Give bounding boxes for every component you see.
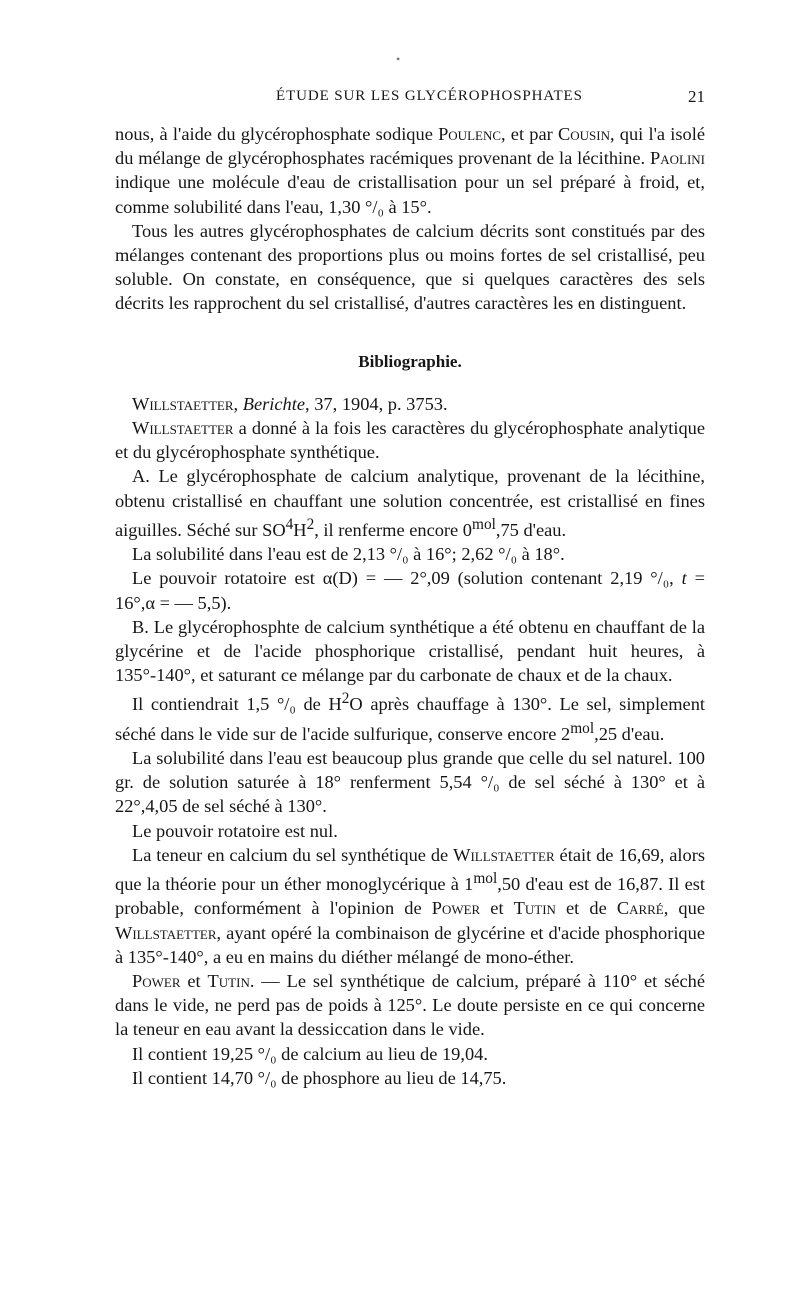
author-name: Paolini <box>650 148 705 169</box>
text-run: O après chauffage à 130°. Le sel, simplement séché dans le vide sur de l'acide sulfurique, conserve encore 2 <box>115 694 705 744</box>
text-run: et <box>480 898 514 919</box>
paragraph-10: Le pouvoir rotatoire est nul. <box>132 820 338 841</box>
text-run: , qui l'a isolé du mélange de glycérophosphates racémiques provenant de la lécithine. <box>115 124 705 169</box>
text-run: ,50 d'eau est de 16,87. Il est probable, conformément à l'opinion de <box>115 874 706 919</box>
superscript: mol <box>570 719 595 737</box>
body-text <box>115 122 705 1090</box>
text-run: La teneur en calcium du sel synthétique de <box>132 844 454 865</box>
text-run: , 37, 1904, p. 3753. <box>305 393 448 414</box>
author-name: Poulenc <box>438 124 502 144</box>
paragraph-4 <box>115 464 705 542</box>
text-run: A. Le glycérophosphate de calcium analytique, provenant de la lécithine, obtenu cristallisé en chauffant une solution concentrée, est cristallisé en fines aiguilles. Séché sur SO <box>115 466 705 540</box>
superscript: 2 <box>306 515 315 533</box>
author-name: Tutin <box>513 898 556 919</box>
section-heading: Bibliographie. <box>358 351 462 371</box>
text-run: Il contiendrait 1,5 °/₀ de H <box>132 694 342 715</box>
paragraph-12 <box>115 969 705 1042</box>
paragraph-5: La solubilité dans l'eau est de 2,13 °/₀ à 16°; 2,62 °/₀ à 18°. <box>132 544 565 565</box>
author-name: Willstaetter <box>132 418 234 439</box>
paragraph-9: La solubilité dans l'eau est beaucoup plus grande que celle du sel naturel. 100 gr. de solution saturée à 18° renferment 5,54 °/₀ de sel séché à 130° et à 22°,4,05 de sel séché à 130°. <box>115 748 705 817</box>
running-title: ÉTUDE SUR LES GLYCÉROPHOSPHATES <box>276 88 583 104</box>
page-number: 21 <box>688 87 705 106</box>
paragraph-8 <box>115 687 705 746</box>
running-head <box>0 88 800 112</box>
journal-title: Berichte <box>242 393 306 414</box>
superscript: 2 <box>341 690 350 708</box>
text-run: indique une molécule d'eau de cristallisation pour un sel préparé à froid, et, comme solubilité dans l'eau, 1,30 °/₀ à 15°. <box>115 172 705 217</box>
text-run: H <box>293 519 307 540</box>
paragraph-14: Il contient 14,70 °/₀ de phosphore au lieu de 14,75. <box>132 1067 507 1088</box>
paragraph-7: B. Le glycérophosphte de calcium synthétique a été obtenu en chauffant de la glycérine et de l'acide phosphorique cristallisé, pendant huit heures, à 135°-140°, et saturant ce mélange par du carbonate de chaux et de la chaux. <box>115 616 705 686</box>
bibliography-reference <box>115 392 705 416</box>
author-name: Power <box>132 971 181 991</box>
author-name: Cousin <box>557 124 610 144</box>
paragraph-11 <box>115 843 705 969</box>
paragraph-3 <box>115 416 705 464</box>
author-name: Willstaetter <box>115 922 217 943</box>
paragraph-1 <box>115 122 705 219</box>
author-name: Power <box>431 898 481 919</box>
author-name: Willstaetter <box>453 844 555 865</box>
text-run: a donné à la fois les caractères du glycérophosphate analytique et du glycérophosphate synthétique. <box>115 418 705 463</box>
paragraph-6 <box>115 566 705 614</box>
text-run: Le pouvoir rotatoire est α(D) = — 2°,09 (solution contenant 2,19 °/₀, <box>132 568 682 589</box>
author-name: Willstaetter <box>132 393 234 414</box>
text-run: , ayant opéré la combinaison de glycérine et d'acide phosphorique à 135°-140°, a eu en mains du diéther mélangé de mono-éther. <box>115 922 705 967</box>
text-run: , que <box>663 898 705 919</box>
text-run: , <box>233 393 243 414</box>
text-run: et <box>180 971 208 991</box>
italic-variable: t <box>681 568 687 589</box>
text-run: était de 16,69, alors que la théorie pour un éther monoglycérique à 1 <box>115 844 705 895</box>
superscript: 4 <box>285 515 294 533</box>
paragraph-13: Il contient 19,25 °/₀ de calcium au lieu de 19,04. <box>132 1043 488 1064</box>
text-run: et de <box>555 898 617 919</box>
author-name: Tutin <box>207 971 250 991</box>
author-name: Carré <box>616 898 664 919</box>
superscript: mol <box>472 515 496 533</box>
printer-mark: • <box>396 52 401 66</box>
paragraph-2: Tous les autres glycérophosphates de calcium décrits sont constitués par des mélanges contenant des proportions plus ou moins fortes de sel cristallisé, peu soluble. On constate, en conséquence, que si quelques caractères des sels décrits les rapprochent du sel cristallisé, d'autres caractères les en distinguent. <box>115 220 705 314</box>
text-run: . — Le sel synthétique de calcium, préparé à 110° et séché dans le vide, ne perd pas de poids à 125°. Le doute persiste en ce qui concerne la teneur en eau avant la dessiccation dans le vide. <box>115 971 705 1040</box>
superscript: mol <box>473 870 498 888</box>
text-run: ,75 d'eau. <box>495 519 567 540</box>
text-run: , et par <box>501 124 558 144</box>
text-run: nous, à l'aide du glycérophosphate sodique <box>115 124 439 144</box>
text-run: ,25 d'eau. <box>594 723 665 744</box>
text-run: , il renferme encore 0 <box>314 519 473 540</box>
text-run: = 16°,α = — 5,5). <box>115 568 705 613</box>
